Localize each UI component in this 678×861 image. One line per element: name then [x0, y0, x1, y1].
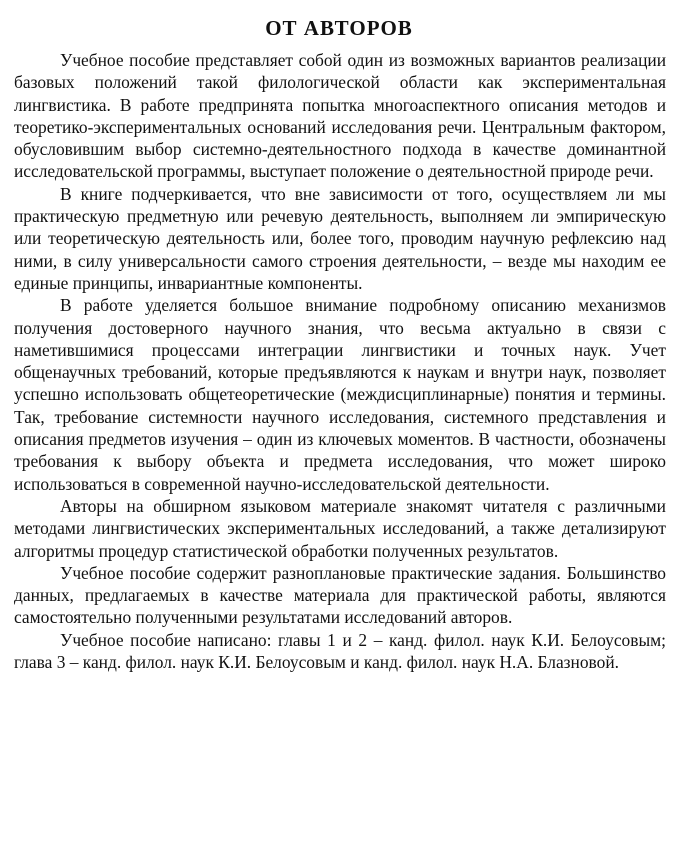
paragraph-4: Авторы на обширном языковом материале знакомят читателя с различными методами лингвистических экспериментальных исследований, а также детализируют алгоритмы процедур статистической обработки полученных результатов. [14, 495, 666, 561]
body-text [14, 49, 666, 673]
paragraph-2: В книге подчеркивается, что вне зависимости от того, осуществляем ли мы практическую предметную или речевую деятельность, выполняем ли эмпирическую или теоретическую деятельность или, более того, проводим научную рефлексию над ними, в силу универсальности самого строения деятельности, – везде мы находим ее единые принципы, инвариантные компоненты. [14, 183, 666, 293]
paragraph-5: Учебное пособие содержит разноплановые практические задания. Большинство данных, предлагаемых в качестве материала для практической работы, являются самостоятельно полученными результатами исследований авторов. [14, 562, 666, 628]
paragraph-6: Учебное пособие написано: главы 1 и 2 – канд. филол. наук К.И. Белоусовым; глава 3 – канд. филол. наук К.И. Белоусовым и канд. филол. наук Н.А. Блазновой. [14, 629, 666, 673]
paragraph-1: Учебное пособие представляет собой один из возможных вариантов реализации базовых положений такой филологической области как экспериментальная лингвистика. В работе предпринята попытка многоаспектного описания методов и теоретико-экспериментальных оснований исследования речи. Центральным фактором, обусловившим выбор системно-деятельностного подхода в качестве доминантной исследовательской программы, выступает положение о деятельностной природе речи. [14, 50, 666, 182]
page-title: ОТ АВТОРОВ [265, 16, 413, 40]
paragraph-3: В работе уделяется большое внимание подробному описанию механизмов получения достоверного научного знания, что весьма актуально в связи с наметившимися процессами интеграции лингвистики и точных наук. Учет общенаучных требований, которые предъявляются к наукам и внутри наук, позволяет успешно использовать общетеоретические (междисциплинарные) понятия и термины. Так, требование системности научного исследования, системного представления и описания предметов изучения – один из ключевых моментов. В частности, обозначены требования к выбору объекта и предмета исследования, что может широко использоваться в современной научно-исследовательской деятельности. [14, 295, 666, 494]
